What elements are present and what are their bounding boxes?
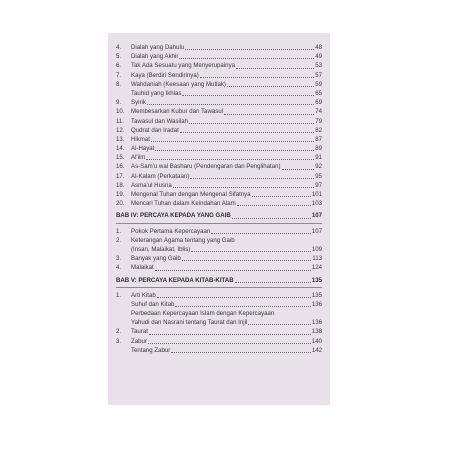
entry-page-number: 65 [315, 89, 322, 97]
toc-entry [116, 291, 330, 300]
entry-title: Banyak yang Gaib [131, 255, 181, 263]
toc-list-bab-v [116, 291, 330, 355]
toc-entry [116, 43, 330, 52]
entry-number: 20. [116, 200, 125, 208]
entry-number: 4. [116, 264, 122, 272]
entry-title: Suhuf dan Kitab [131, 300, 175, 308]
dot-leader [211, 229, 311, 234]
entry-page-number: 49 [315, 53, 322, 61]
entry-title: Pokok Pertama Kepercayaan [131, 227, 211, 235]
entry-number: 3. [116, 255, 122, 263]
entry-page-number: 79 [315, 117, 322, 125]
entry-page-number: 87 [315, 135, 322, 143]
dot-leader [146, 155, 314, 160]
dot-leader [252, 192, 311, 197]
toc-entry [116, 61, 330, 70]
entry-page-number: 53 [315, 62, 322, 70]
toc-entry [116, 98, 330, 107]
toc-entry [116, 346, 330, 355]
entry-page-number: 97 [315, 181, 322, 189]
entry-title: Mencari Tuhan dalam Keindahan Alam [131, 200, 236, 208]
entry-number: 8. [116, 80, 122, 88]
entry-number: 11. [116, 117, 125, 125]
toc-entry [116, 227, 330, 236]
dot-leader [175, 302, 310, 307]
entry-number: 13. [116, 135, 125, 143]
toc-entry [116, 172, 330, 181]
dot-leader [155, 146, 314, 151]
entry-page-number: 48 [315, 44, 322, 51]
dot-leader [182, 91, 314, 96]
entry-page-number: 103 [311, 200, 322, 208]
entry-title: Taurat [131, 328, 148, 336]
dot-leader [151, 137, 314, 142]
entry-title: Dialah yang Dahulu [131, 44, 185, 51]
entry-page-number: 109 [311, 245, 322, 253]
section-page-number: 135 [311, 276, 322, 284]
entry-page-number: 140 [311, 337, 322, 345]
entry-title: Al'ilm [131, 154, 146, 162]
section-heading-bab-iv [116, 211, 330, 220]
entry-number: 2. [116, 328, 122, 336]
entry-number: 1. [116, 227, 122, 235]
entry-page-number: 89 [315, 145, 322, 153]
dot-leader [236, 64, 314, 69]
entry-number: 5. [116, 53, 122, 61]
entry-page-number: 95 [315, 172, 322, 180]
toc-entry [116, 107, 330, 116]
entry-title: Al-Hayat [131, 145, 155, 153]
entry-page-number: 124 [311, 264, 322, 272]
entry-title: Keterangan Agama tentang yang Gaib [131, 236, 235, 244]
entry-page-number: 92 [315, 163, 322, 171]
entry-number: 6. [116, 62, 122, 70]
entry-title: Hikmat [131, 135, 150, 143]
entry-number: 12. [116, 126, 125, 134]
entry-page-number: 59 [315, 80, 322, 88]
section-title: BAB IV: PERCAYA KEPADA YANG GAIB [116, 212, 231, 220]
dot-leader [200, 73, 314, 78]
toc-entry [116, 190, 330, 199]
toc-list-bab-iv [116, 227, 330, 273]
entry-page-number: 69 [315, 99, 322, 107]
dot-leader [185, 45, 314, 50]
entry-title: Dialah yang Akhir [131, 53, 179, 61]
dot-leader [282, 165, 315, 170]
toc-entry [116, 327, 330, 336]
dot-leader [237, 201, 311, 206]
entry-page-number: 107 [311, 227, 322, 235]
dot-leader [235, 278, 311, 283]
dot-leader [173, 183, 314, 188]
entry-title: As-Sam'u wal Basharu (Pendengaran dan Penglihatan) [131, 163, 281, 171]
entry-title: Arti Kitab [131, 291, 156, 299]
toc-entry [116, 162, 330, 171]
entry-title: Tauhid yang Ikhlas [131, 89, 182, 97]
dot-leader [224, 110, 314, 115]
toc-entry [116, 144, 330, 153]
toc-entry [116, 181, 330, 190]
entry-number: 7. [116, 71, 122, 79]
entry-title: Wahdaniah (Keesaan yang Mutlak) [131, 80, 226, 88]
book-page [108, 33, 330, 405]
toc-entry [116, 153, 330, 162]
dot-leader [248, 320, 311, 325]
dot-leader [182, 256, 311, 261]
dot-leader [190, 174, 314, 179]
toc-entry [116, 263, 330, 272]
entry-title: (Insan, Malaikat, Iblis) [131, 245, 191, 253]
entry-number: 10. [116, 108, 125, 116]
entry-number: 4. [116, 44, 122, 51]
dot-leader [147, 100, 314, 105]
toc-entry [116, 126, 330, 135]
entry-page-number: 113 [312, 255, 322, 263]
toc-entry [116, 236, 330, 245]
toc-entry [116, 199, 330, 208]
toc-entry [116, 135, 330, 144]
entry-title: Al-Kalam (Perkataan) [131, 172, 190, 180]
toc-entry [116, 300, 330, 309]
entry-number: 9. [116, 99, 122, 107]
section-divider [116, 287, 322, 288]
dot-leader [155, 266, 311, 271]
toc-entry [116, 89, 330, 98]
entry-title: Yahudi dan Nasrani tentang Taurat dan Injil [131, 319, 248, 327]
dot-leader [149, 330, 311, 335]
entry-number: 16. [116, 163, 125, 171]
entry-page-number: 74 [315, 108, 322, 116]
entry-title: Perbedaan Kepercayaan Islam dengan Kepercayaan [131, 310, 275, 318]
entry-number: 17. [116, 172, 125, 180]
entry-title: Qudrat dan Iradat [131, 126, 179, 134]
entry-number: 14. [116, 145, 125, 153]
entry-title: Tak Ada Sesuatu yang Menyerupainya [131, 62, 236, 70]
toc-entry [116, 318, 330, 327]
entry-page-number: 101 [311, 191, 322, 198]
entry-number: 15. [116, 154, 125, 162]
entry-title: Syirik [131, 99, 146, 107]
entry-number: 18. [116, 181, 125, 189]
toc-list-bab-iii [116, 43, 330, 208]
dot-leader [227, 82, 314, 87]
section-heading-bab-v [116, 276, 330, 285]
toc-entry [116, 117, 330, 126]
entry-number: 3. [116, 337, 122, 345]
toc-entry [116, 254, 330, 263]
entry-title: Malaikat [131, 264, 154, 272]
dot-leader [232, 214, 311, 219]
entry-page-number: 138 [311, 328, 322, 336]
dot-leader [180, 128, 314, 133]
dot-leader [189, 119, 314, 124]
dot-leader [148, 339, 311, 344]
section-title: BAB V: PERCAYA KEPADA KITAB-KITAB [116, 276, 234, 284]
entry-number: 19. [116, 191, 125, 198]
entry-title: Tentang Zabur [131, 346, 171, 354]
section-page-number: 107 [311, 212, 322, 220]
toc-entry [116, 245, 330, 254]
toc-entry [116, 71, 330, 80]
entry-page-number: 82 [315, 126, 322, 134]
entry-page-number: 91 [315, 154, 322, 162]
entry-title: Membesarkan Kubur dan Tawasul [131, 108, 224, 116]
section-divider [116, 223, 322, 224]
entry-page-number: 136 [311, 300, 322, 308]
entry-number: 2. [116, 236, 122, 244]
toc-entry [116, 80, 330, 89]
entry-title: Zabur [131, 337, 147, 345]
entry-title: Kaya (Berdiri Sendirinya) [131, 71, 199, 79]
dot-leader [157, 293, 311, 298]
entry-page-number: 136 [311, 319, 322, 327]
toc-entry [116, 309, 330, 318]
toc-entry [116, 52, 330, 61]
toc-entry [116, 337, 330, 346]
dot-leader [171, 348, 311, 353]
entry-title: Mengenal Tuhan dengan Mengenal Sifatnya [131, 191, 251, 198]
entry-title: Tawasul dan Wasilah [131, 117, 189, 125]
dot-leader [191, 247, 311, 252]
entry-page-number: 142 [311, 346, 322, 354]
entry-number: 1. [116, 291, 122, 299]
entry-page-number: 135 [311, 291, 322, 299]
entry-title: Asma'ul Husna [131, 181, 172, 189]
entry-page-number: 57 [315, 71, 322, 79]
dot-leader [179, 54, 314, 59]
